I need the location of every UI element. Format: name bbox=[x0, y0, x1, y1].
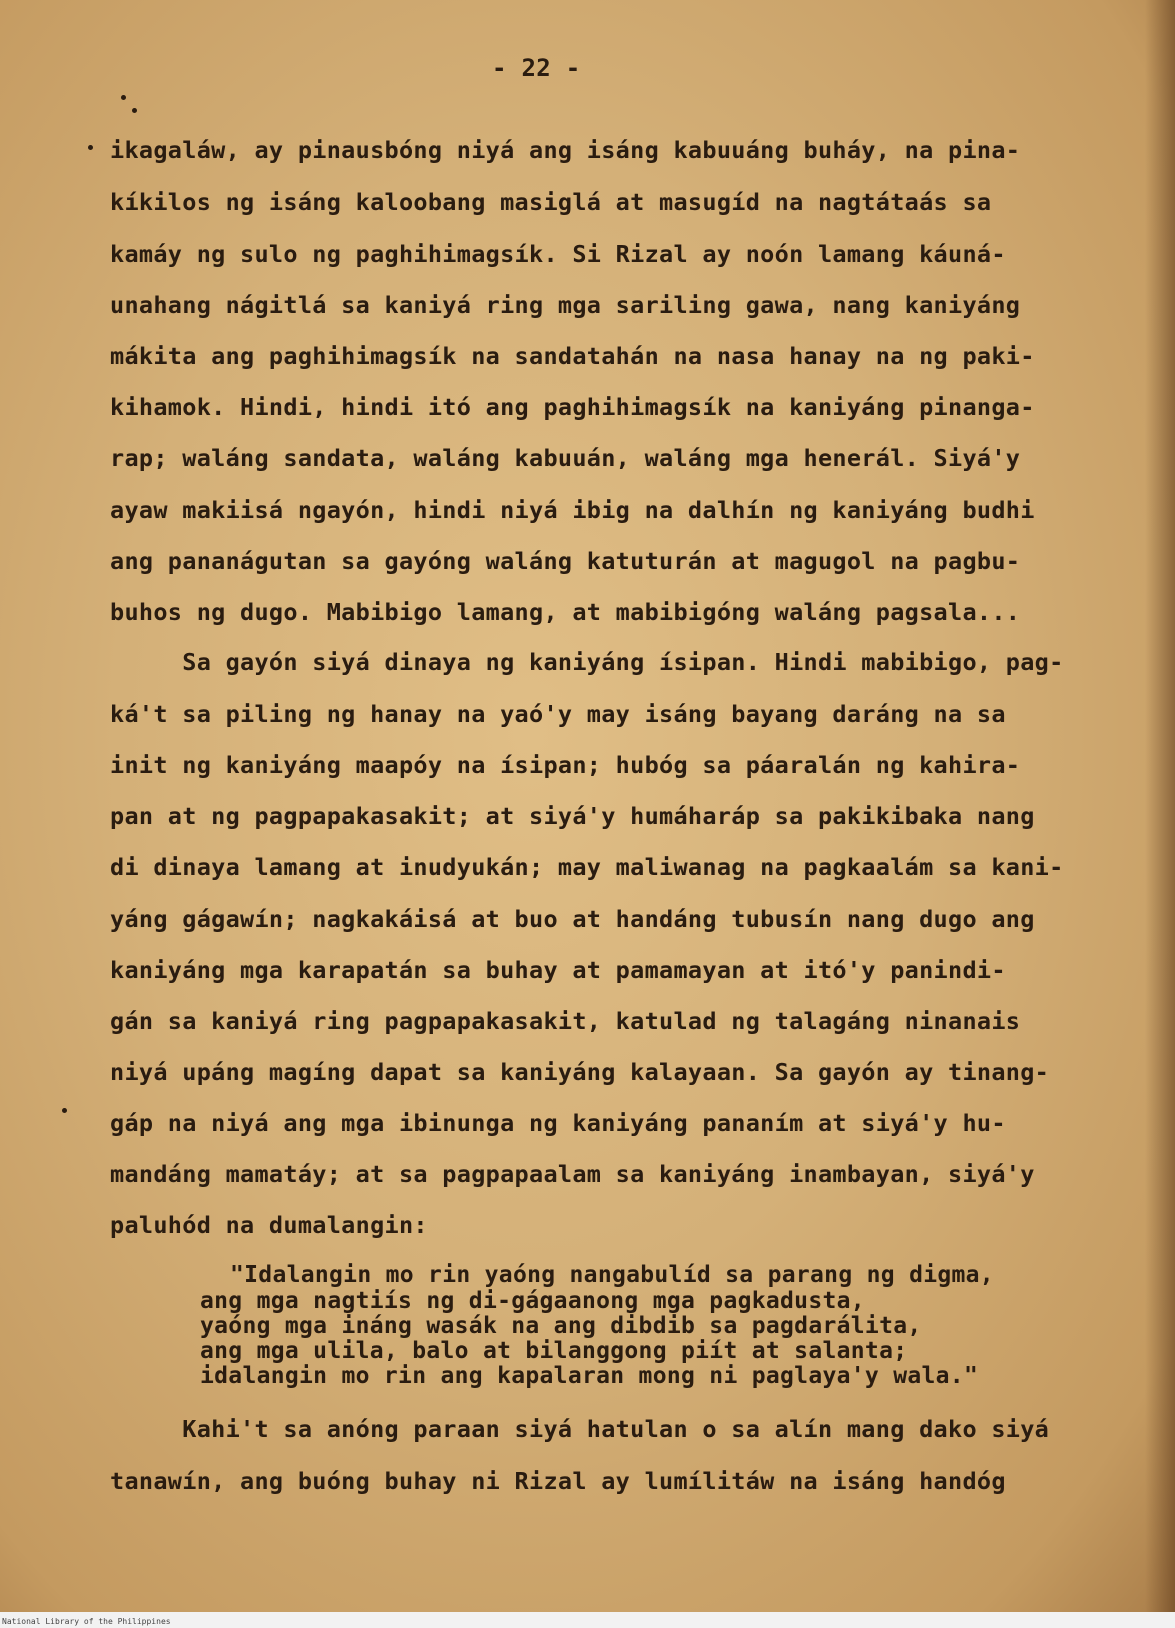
margin-dot bbox=[88, 145, 93, 150]
text-line: init ng kaniyáng maapóy na ísipan; hubóg sa páaralán ng kahira- bbox=[110, 751, 1021, 779]
quote-line: ang mga nagtiís ng di-gágaanong mga pagkadusta, bbox=[200, 1288, 865, 1314]
text-line: kíkilos ng isáng kaloobang masiglá at masugíd na nagtátaás sa bbox=[110, 188, 992, 216]
text-line: pan at ng pagpapakasakit; at siyá'y humáharáp sa pakikibaka nang bbox=[110, 802, 1035, 830]
text-line: Kahi't sa anóng paraan siyá hatulan o sa alín mang dako siyá bbox=[110, 1415, 1050, 1443]
text-line: mandáng mamatáy; at sa pagpapaalam sa kaniyáng inambayan, siyá'y bbox=[110, 1160, 1035, 1188]
text-line: niyá upáng magíng dapat sa kaniyáng kalayaan. Sa gayón ay tinang- bbox=[110, 1058, 1050, 1086]
quote-line: ang mga ulila, balo at bilanggong piít at salanta; bbox=[200, 1338, 908, 1364]
library-footer: National Library of the Philippines bbox=[2, 1617, 171, 1626]
text-line: mákita ang paghihimagsík na sandatahán na nasa hanay na ng paki- bbox=[110, 342, 1035, 370]
text-line: buhos ng dugo. Mabibigo lamang, at mabibigóng waláng pagsala... bbox=[110, 598, 1021, 626]
text-line: paluhód na dumalangin: bbox=[110, 1211, 428, 1239]
text-line: kamáy ng sulo ng paghihimagsík. Si Rizal ay noón lamang káuná- bbox=[110, 240, 1006, 268]
text-line: Sa gayón siyá dinaya ng kaniyáng ísipan. Hindi mabibigo, pag- bbox=[110, 648, 1064, 676]
text-line: ayaw makiisá ngayón, hindi niyá ibig na dalhín ng kaniyáng budhi bbox=[110, 496, 1035, 524]
scan-footer-strip bbox=[0, 1612, 1175, 1628]
quote-line: idalangin mo rin ang kapalaran mong ni paglaya'y wala." bbox=[200, 1363, 979, 1389]
quote-line: yaóng mga ináng wasák na ang dibdib sa pagdarálita, bbox=[200, 1313, 922, 1339]
text-line: di dinaya lamang at inudyukán; may maliwanag na pagkaalám sa kani- bbox=[110, 853, 1064, 881]
page-number: - 22 - bbox=[492, 54, 581, 82]
text-line: rap; waláng sandata, waláng kabuuán, waláng mga henerál. Siyá'y bbox=[110, 444, 1021, 472]
text-line: unahang nágitlá sa kaniyá ring mga sariling gawa, nang kaniyáng bbox=[110, 291, 1021, 319]
text-line: yáng gágawín; nagkakáisá at buo at handáng tubusín nang dugo ang bbox=[110, 905, 1035, 933]
margin-dot bbox=[62, 1108, 67, 1113]
text-line: ikagaláw, ay pinausbóng niyá ang isáng kabuuáng buháy, na pina- bbox=[110, 136, 1021, 164]
page-edge-shadow bbox=[1145, 0, 1175, 1628]
text-line: ang pananágutan sa gayóng waláng katuturán at magugol na pagbu- bbox=[110, 547, 1021, 575]
margin-dot bbox=[132, 108, 137, 113]
text-line: ká't sa piling ng hanay na yaó'y may isáng bayang daráng na sa bbox=[110, 700, 1006, 728]
margin-dot bbox=[121, 95, 126, 100]
text-line: gáp na niyá ang mga ibinunga ng kaniyáng pananím at siyá'y hu- bbox=[110, 1109, 1006, 1137]
text-line: gán sa kaniyá ring pagpapakasakit, katulad ng talagáng ninanais bbox=[110, 1007, 1021, 1035]
text-line: tanawín, ang buóng buhay ni Rizal ay lumílitáw na isáng handóg bbox=[110, 1467, 1006, 1495]
text-line: kaniyáng mga karapatán sa buhay at pamamayan at itó'y panindi- bbox=[110, 956, 1006, 984]
text-line: kihamok. Hindi, hindi itó ang paghihimagsík na kaniyáng pinanga- bbox=[110, 393, 1035, 421]
quote-line: "Idalangin mo rin yaóng nangabulíd sa parang ng digma, bbox=[230, 1262, 994, 1288]
